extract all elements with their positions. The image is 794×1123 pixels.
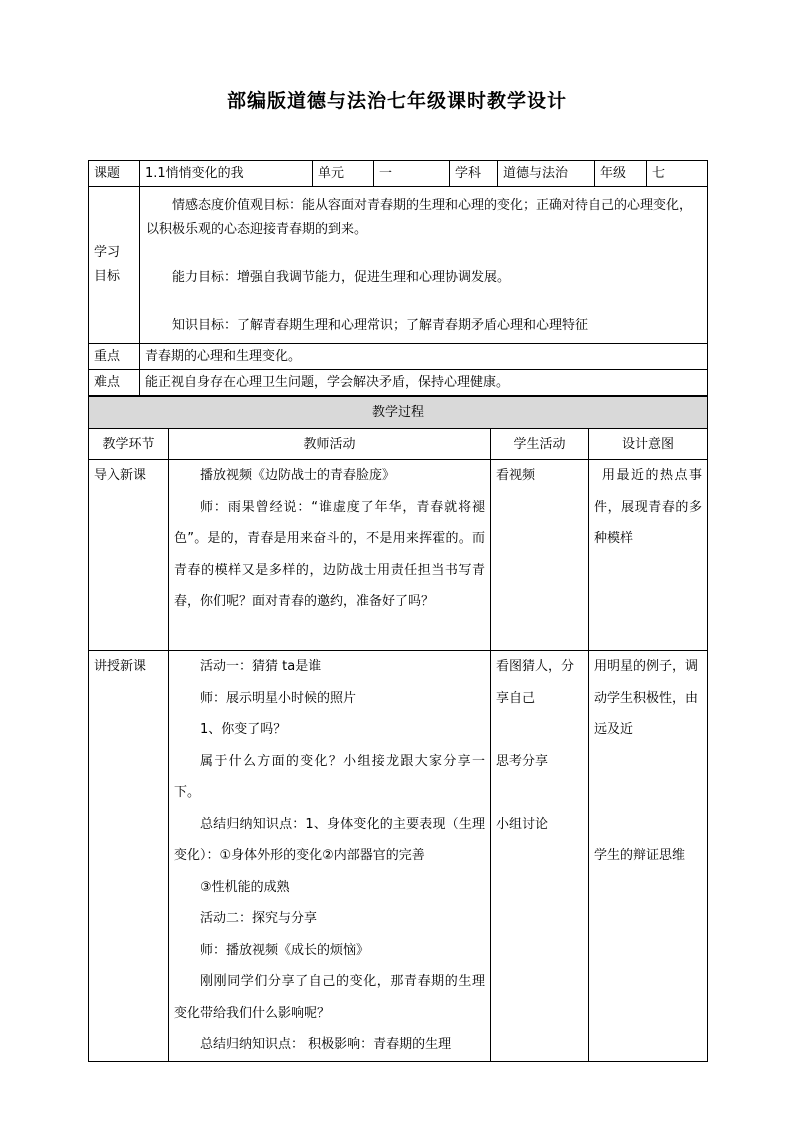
key-row xyxy=(89,344,708,370)
new-teacher-line: 1、你变了吗？ xyxy=(200,722,287,737)
new-student-1: 看图猜人，分享自己 xyxy=(496,659,575,706)
intro-teacher-line-2: 师：雨果曾经说：“谁虚度了年华，青春就将褪色”。是的，青春是用来奋斗的，不是用来挥霍的。而青春的模样又是多样的，边防战士用责任担当书写青春，你们呢？面对青春的邀约，准备好了吗？ xyxy=(174,499,485,609)
new-teacher-line: ③性机能的成熟 xyxy=(200,879,290,895)
difficulty-label: 难点 xyxy=(89,370,140,396)
new-teacher xyxy=(169,651,491,1062)
page-title: 部编版道德与法治七年级课时教学设计 xyxy=(226,90,567,112)
new-teacher-line: 属于什么方面的变化？小组接龙跟大家分享一下。 xyxy=(174,753,485,800)
intro-student: 看视频 xyxy=(491,460,589,651)
header-stage: 教学环节 xyxy=(89,429,169,460)
goals-label-line-1: 学习 xyxy=(94,245,121,260)
new-lesson-row xyxy=(89,651,708,1062)
spacer xyxy=(496,777,583,809)
new-student-3: 小组讨论 xyxy=(496,816,549,832)
header-student: 学生活动 xyxy=(491,429,589,460)
lesson-info-table xyxy=(88,160,708,396)
header-teacher: 教师活动 xyxy=(169,429,491,460)
lesson-label: 课题 xyxy=(89,161,140,187)
subject-value: 道德与法治 xyxy=(498,161,595,187)
grade-label: 年级 xyxy=(595,161,647,187)
goals-content xyxy=(140,187,708,344)
goals-label-line-2: 目标 xyxy=(94,269,121,284)
new-teacher-line: 总结归纳知识点： 积极影响：青春期的生理 xyxy=(200,1037,452,1052)
goals-label xyxy=(89,187,140,344)
process-header-row xyxy=(89,429,708,460)
new-student xyxy=(491,651,589,1062)
new-intent-2: 学生的辩证思维 xyxy=(594,848,686,863)
spacer xyxy=(496,714,583,746)
goal-emotion: 情感态度价值观目标：能从容面对青春期的生理和心理的变化；正确对待自己的心理变化，以积极乐观的心态迎接青春期的到来。 xyxy=(146,198,693,237)
new-teacher-line: 总结归纳知识点：1、身体变化的主要表现（生理变化）：①身体外形的变化②内部器官的完善 xyxy=(174,816,485,863)
subject-label: 学科 xyxy=(450,161,498,187)
difficulty-value: 能正视自身存在心理卫生问题，学会解决矛盾，保持心理健康。 xyxy=(140,370,708,396)
unit-value: 一 xyxy=(374,161,450,187)
new-teacher-line: 活动一：猜猜 ta是谁 xyxy=(200,659,322,674)
goal-knowledge: 知识目标：了解青春期生理和心理常识；了解青春期矛盾心理和心理特征 xyxy=(172,318,589,333)
unit-label: 单元 xyxy=(313,161,374,187)
spacer xyxy=(594,746,702,778)
spacer xyxy=(594,777,702,809)
new-teacher-line: 活动二：探究与分享 xyxy=(200,911,318,926)
new-intent-1: 用明星的例子，调动学生积极性，由远及近 xyxy=(594,659,699,737)
intro-row xyxy=(89,460,708,651)
key-value: 青春期的心理和生理变化。 xyxy=(140,344,708,370)
goals-row xyxy=(89,187,708,344)
lesson-value: 1.1悄悄变化的我 xyxy=(140,161,313,187)
grade-value: 七 xyxy=(647,161,708,187)
intro-intent: 用最近的热点事件，展现青春的多种模样 xyxy=(589,460,708,651)
process-section-title: 教学过程 xyxy=(89,397,708,429)
new-teacher-line: 刚刚同学们分享了自己的变化，那青春期的生理变化带给我们什么影响呢？ xyxy=(174,974,485,1021)
difficulty-row xyxy=(89,370,708,396)
new-stage: 讲授新课 xyxy=(89,651,169,1062)
section-row xyxy=(89,397,708,429)
intro-teacher xyxy=(169,460,491,651)
key-label: 重点 xyxy=(89,344,140,370)
lesson-row xyxy=(89,161,708,187)
new-teacher-line: 师：展示明星小时候的照片 xyxy=(200,690,357,706)
teaching-process-table xyxy=(88,396,708,1062)
header-intent: 设计意图 xyxy=(589,429,708,460)
intro-teacher-line-1: 播放视频《边防战士的青春脸庞》 xyxy=(200,468,396,483)
new-student-2: 思考分享 xyxy=(496,753,549,769)
intro-stage: 导入新课 xyxy=(89,460,169,651)
new-intent xyxy=(589,651,708,1062)
new-teacher-line: 师：播放视频《成长的烦恼》 xyxy=(200,942,370,958)
goal-ability: 能力目标：增强自我调节能力，促进生理和心理协调发展。 xyxy=(172,270,511,285)
spacer xyxy=(594,809,702,841)
